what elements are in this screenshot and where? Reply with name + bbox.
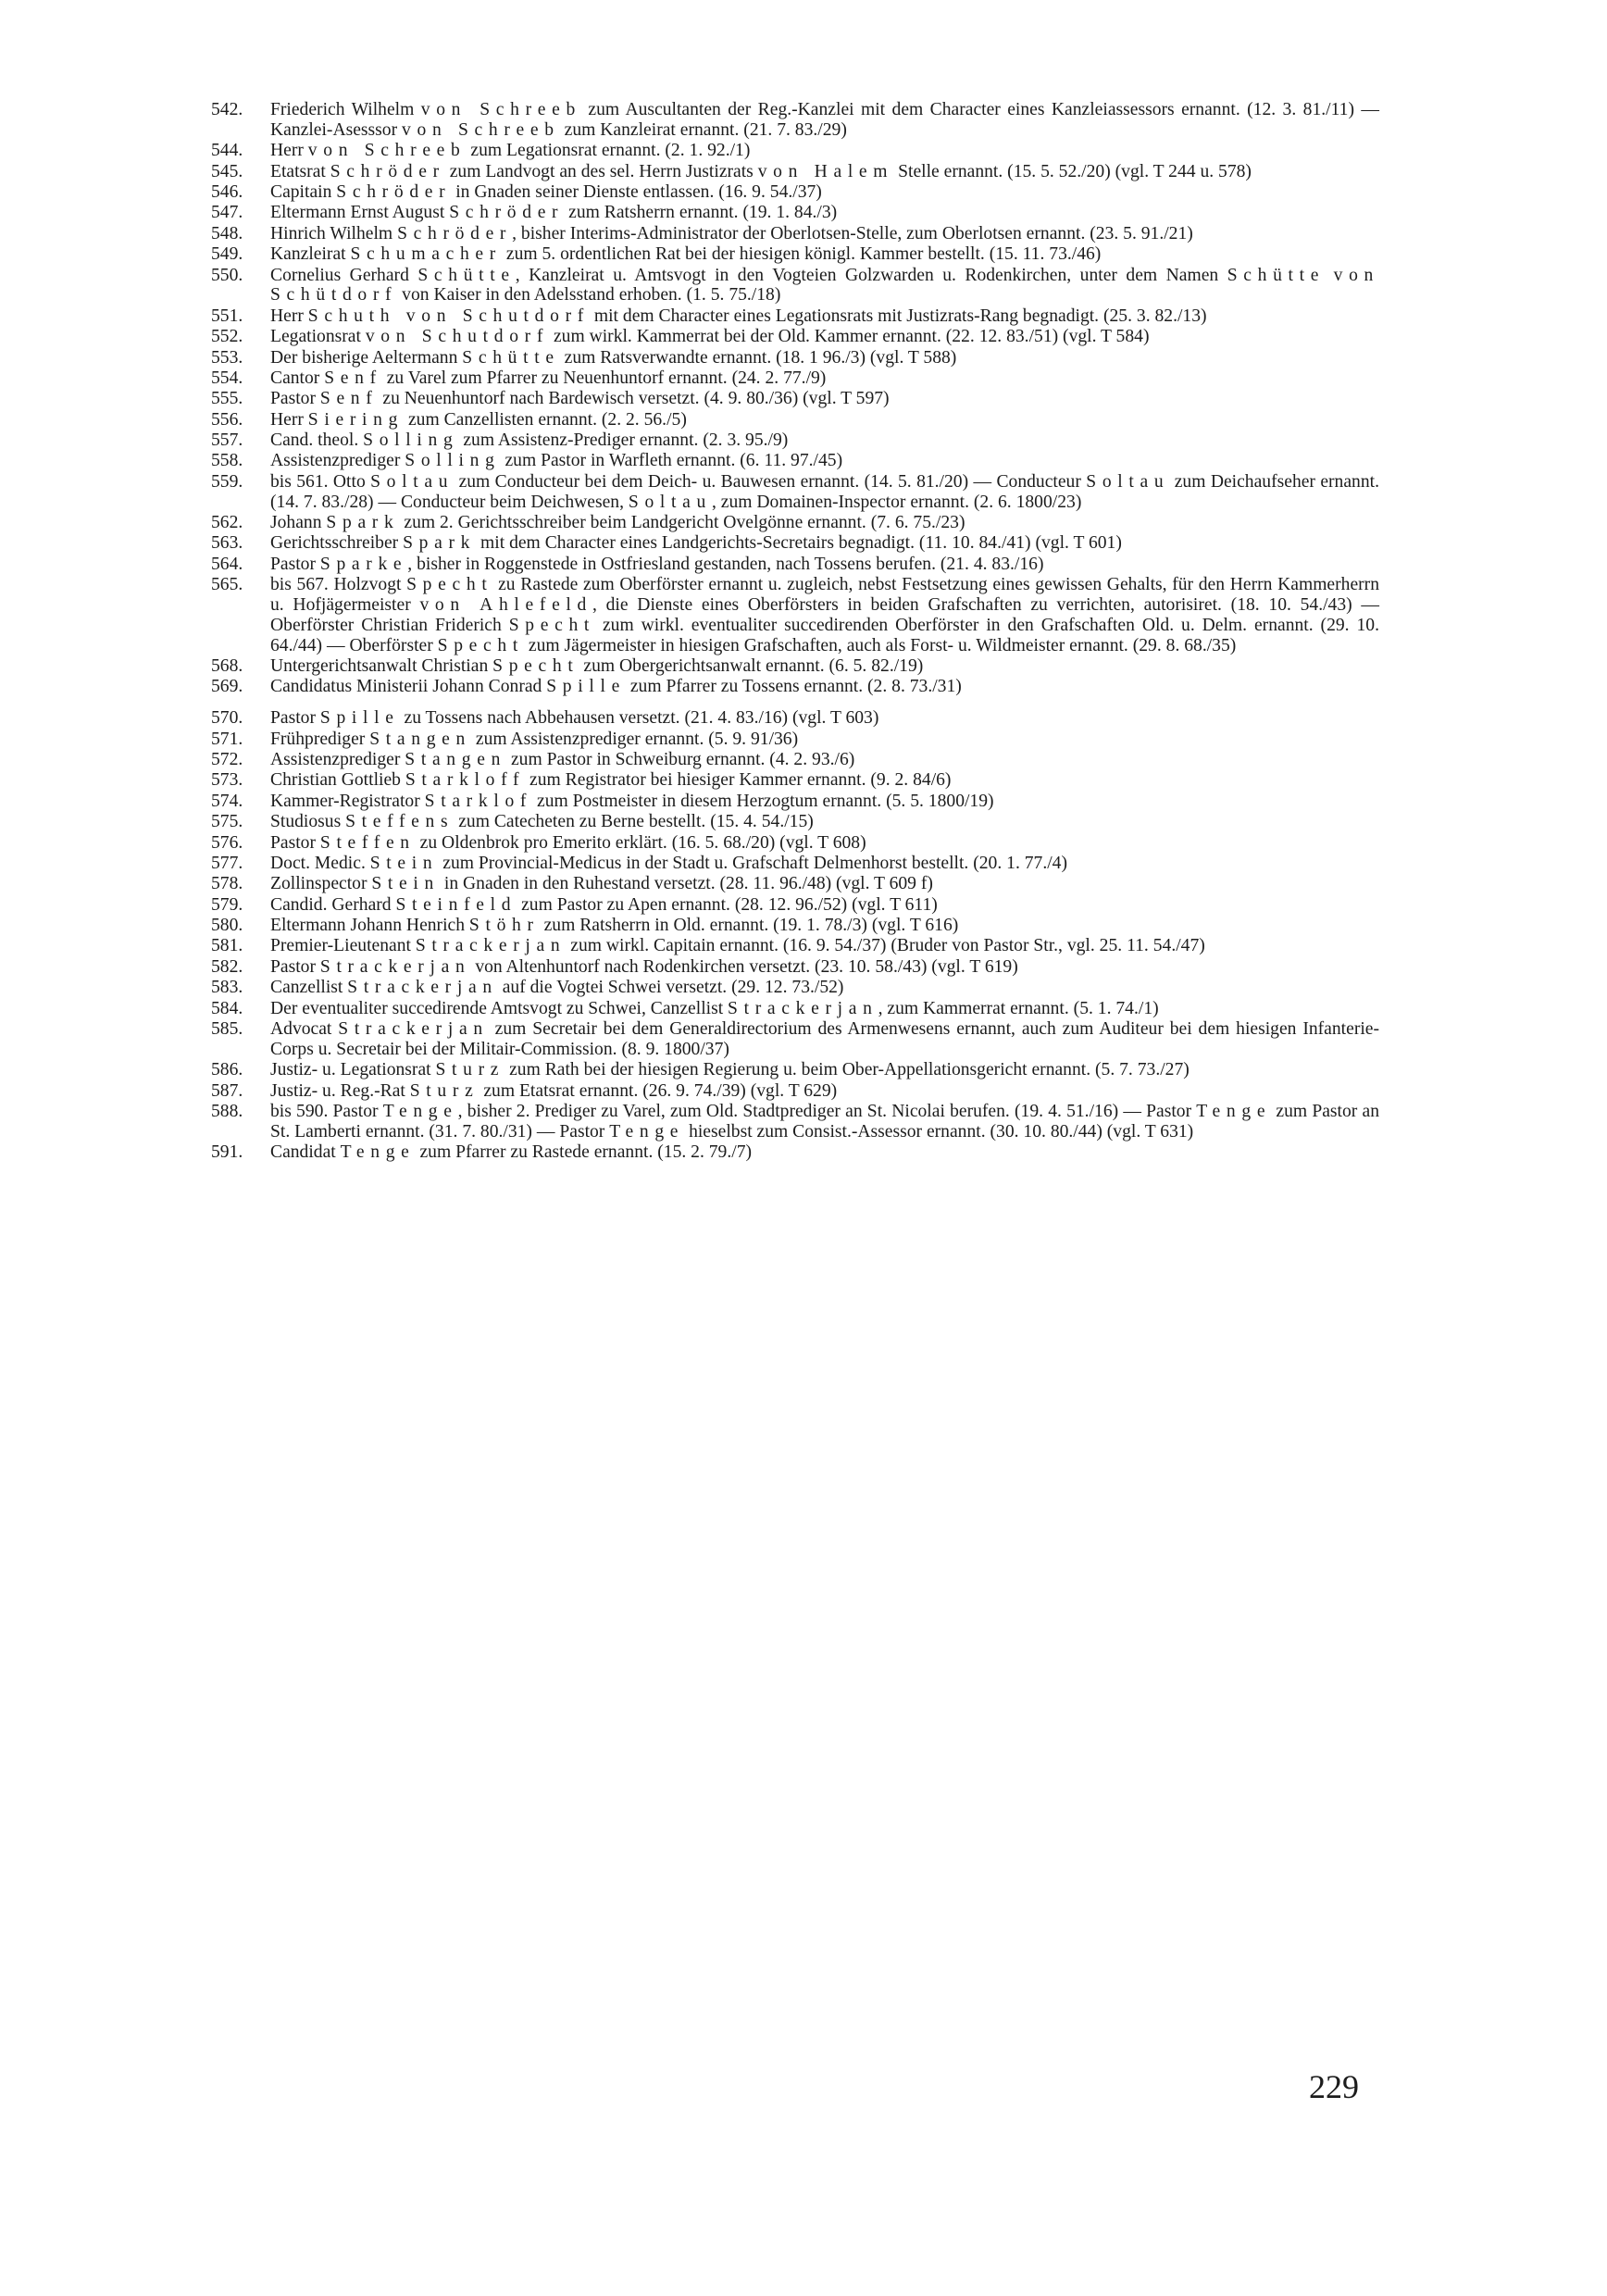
person-name: Schröder xyxy=(336,181,452,202)
person-name: Schröder xyxy=(449,203,565,223)
entry-number: 570. xyxy=(211,708,243,729)
entry-text: zu Rastede zum Oberförster ernannt u. zugleich, nebst Festsetzung eines gewissen Gehalts, für den Herrn Kammerherrn u. Hofjägermeister xyxy=(270,575,1379,615)
entry-551 xyxy=(211,306,1379,327)
entry-565 xyxy=(211,575,1379,655)
person-name: Schütte xyxy=(417,265,516,285)
entry-text: Kanzleirat xyxy=(270,244,351,265)
person-name: Specht xyxy=(406,575,493,595)
entry-text: zum Secretair bei dem Generaldirectorium des Armenwesens ernannt, auch zum Auditeur bei dem hiesigen Infanterie-Corps u. Secretair bei der Militair-Commission. (8. 9. 1800/37) xyxy=(270,1019,1380,1059)
entry-number: 573. xyxy=(211,770,243,791)
person-name: Soltau xyxy=(1086,471,1170,492)
entry-number: 579. xyxy=(211,894,243,915)
entry-text: , die Dienste eines Oberförsters in beiden Grafschaften zu verrichten, autorisiret. (18. 10. 54./43) — Oberförster Christian Friderich xyxy=(270,595,1379,635)
entry-number: 588. xyxy=(211,1102,243,1121)
entry-text: Frühprediger xyxy=(270,729,370,749)
entry-591 xyxy=(211,1142,1379,1163)
entry-584 xyxy=(211,999,1379,1019)
person-name: Schütte xyxy=(1227,265,1326,285)
entry-text: bis 590. Pastor xyxy=(270,1102,383,1121)
entry-number: 552. xyxy=(211,327,243,347)
entry-578 xyxy=(211,874,1379,894)
entry-text: Justiz- u. Reg.-Rat xyxy=(270,1080,410,1101)
entry-573 xyxy=(211,770,1379,791)
entry-text: Justiz- u. Legationsrat xyxy=(270,1060,436,1080)
person-name: Solling xyxy=(363,430,459,451)
entry-580 xyxy=(211,916,1379,936)
entry-text: Herr xyxy=(270,306,308,326)
entry-text: zum Pastor zu Apen ernannt. (28. 12. 96./52) (vgl. T 611) xyxy=(517,894,938,915)
entry-text: Der bisherige Aeltermann xyxy=(270,347,463,368)
entry-text: zum wirkl. eventualiter succedirenden Oberförster in den Grafschaften Old. u. Delm. ernannt. (29. 10. 64./44) — Oberförster xyxy=(270,615,1379,655)
entry-number: 578. xyxy=(211,874,243,894)
entry-text: von Altenhuntorf nach Rodenkirchen versetzt. (23. 10. 58./43) (vgl. T 619) xyxy=(470,956,1018,977)
entry-number: 554. xyxy=(211,368,243,388)
entry-text: Cand. theol. xyxy=(270,430,364,451)
entry-548 xyxy=(211,224,1379,244)
person-name: Starklof xyxy=(424,791,533,811)
entry-558 xyxy=(211,451,1379,471)
entry-text: zum Ratsherrn ernannt. (19. 1. 84./3) xyxy=(564,203,838,223)
person-name: Strackerjan xyxy=(415,936,567,956)
entry-text: zum Legationsrat ernannt. (2. 1. 92./1) xyxy=(466,141,751,161)
entry-number: 557. xyxy=(211,430,243,451)
entry-570 xyxy=(211,708,1379,729)
entry-text: Etatsrat xyxy=(270,161,330,181)
person-name: Stangen xyxy=(405,749,507,769)
person-name: Specht xyxy=(437,635,524,655)
entry-574 xyxy=(211,792,1379,812)
entry-number: 580. xyxy=(211,916,243,936)
entry-number: 575. xyxy=(211,812,243,832)
entry-text: zu Neuenhuntorf nach Bardewisch versetzt. (4. 9. 80./36) (vgl. T 597) xyxy=(378,389,890,409)
entry-number: 556. xyxy=(211,409,243,430)
entry-text: Pastor xyxy=(270,554,320,574)
entry-text: Candidat xyxy=(270,1142,341,1163)
entry-text: von Kaiser in den Adelsstand erhoben. (1. 5. 75./18) xyxy=(397,285,781,306)
entry-text: zum Canzellisten ernannt. (2. 2. 56./5) xyxy=(404,409,687,430)
entry-number: 551. xyxy=(211,306,243,326)
person-name: Sturz xyxy=(435,1060,505,1080)
entry-number: 587. xyxy=(211,1080,243,1101)
entry-text: Candidatus Ministerii Johann Conrad xyxy=(270,677,547,697)
person-name: Steinfeld xyxy=(395,894,517,915)
entry-number: 546. xyxy=(211,181,243,202)
entry-571 xyxy=(211,730,1379,750)
entry-text: zum Kanzleirat ernannt. (21. 7. 83./29) xyxy=(559,119,847,140)
entry-number: 565. xyxy=(211,575,243,595)
entry-text: zum Jägermeister in hiesigen Grafschaften, auch als Forst- u. Wildmeister ernannt. (29. 8. 68./35) xyxy=(523,635,1237,655)
entry-text: , zum Kammerrat ernannt. (5. 1. 74./1) xyxy=(878,998,1159,1018)
entry-text: Cantor xyxy=(270,368,325,388)
entry-text: mit dem Character eines Landgerichts-Secretairs begnadigt. (11. 10. 84./41) (vgl. T 601) xyxy=(476,533,1122,554)
entry-text: Pastor xyxy=(270,832,320,853)
entry-text: Pastor xyxy=(270,956,320,977)
entry-585 xyxy=(211,1019,1379,1060)
page-number: 229 xyxy=(1309,2068,1359,2105)
entry-number: 550. xyxy=(211,265,243,285)
entry-text: zum Auscultanten der Reg.-Kanzlei mit dem Character eines Kanzleiassessors ernannt. (12. 3. 81./11) — Kanzlei-Asesssor xyxy=(270,100,1379,140)
entry-text: Der eventualiter succedirende Amtsvogt zu Schwei, Canzellist xyxy=(270,998,729,1018)
entry-text: Capitain xyxy=(270,181,337,202)
person-name: Solling xyxy=(405,451,501,471)
entry-562 xyxy=(211,513,1379,533)
entry-text: Pastor xyxy=(270,389,320,409)
person-name: Stein xyxy=(369,853,439,873)
person-name: Specht xyxy=(492,655,579,676)
entry-text: Hinrich Wilhelm xyxy=(270,223,398,243)
entry-542 xyxy=(211,100,1379,141)
entry-number: 545. xyxy=(211,161,243,181)
entry-number: 564. xyxy=(211,554,243,574)
entry-text: Assistenzprediger xyxy=(270,451,405,471)
entry-text xyxy=(1325,266,1333,285)
entry-text: hieselbst zum Consist.-Assessor ernannt. (30. 10. 80./44) (vgl. T 631) xyxy=(684,1121,1194,1142)
person-name: Schuth von Schutdorf xyxy=(307,306,590,326)
person-name: Stangen xyxy=(369,729,471,749)
person-name: Spille xyxy=(546,677,626,697)
person-name: Siering xyxy=(307,409,405,430)
entry-text: zum Obergerichtsanwalt ernannt. (6. 5. 82./19) xyxy=(579,655,924,676)
person-name: Stöhr xyxy=(468,916,540,936)
entry-text: Assistenzprediger xyxy=(270,749,405,769)
person-name: Spark xyxy=(403,533,477,554)
entry-number: 562. xyxy=(211,513,243,533)
entry-number: 544. xyxy=(211,141,243,161)
entry-list xyxy=(211,100,1379,1164)
entry-text: zum Ratsherrn in Old. ernannt. (19. 1. 78./3) (vgl. T 616) xyxy=(539,916,959,936)
entry-number: 585. xyxy=(211,1019,243,1040)
person-name: Spark xyxy=(326,513,400,533)
entry-583 xyxy=(211,978,1379,998)
entry-text: zum Ratsverwandte ernannt. (18. 1 96./3) (vgl. T 588) xyxy=(559,347,957,368)
entry-572 xyxy=(211,750,1379,770)
entry-text: Gerichtsschreiber xyxy=(270,533,404,554)
entry-text: zum Landvogt an des sel. Herrn Justizrats xyxy=(444,161,758,181)
person-name: Schütte xyxy=(462,347,560,368)
person-name: Schröder xyxy=(330,161,445,181)
person-name: Strackerjan xyxy=(347,978,498,998)
entry-number: 558. xyxy=(211,451,243,471)
entry-text: Doct. Medic. xyxy=(270,853,370,873)
entry-text: zum Conducteur bei dem Deich- u. Bauwesen ernannt. (14. 5. 81./20) — Conducteur xyxy=(454,471,1087,492)
entry-text: , bisher in Roggenstede in Ostfriesland gestanden, nach Tossens berufen. (21. 4. 83./16) xyxy=(407,554,1044,574)
entry-number: 576. xyxy=(211,832,243,853)
entry-text: Advocat xyxy=(270,1019,339,1040)
person-name: Spille xyxy=(319,708,400,729)
entry-text: zum Pfarrer zu Rastede ernannt. (15. 2. 79./7) xyxy=(415,1142,753,1163)
entry-number: 571. xyxy=(211,729,243,749)
entry-text: , zum Domainen-Inspector ernannt. (2. 6. 1800/23) xyxy=(711,492,1082,512)
entry-text: zum Pastor an St. Lamberti ernannt. (31. 7. 80./31) — Pastor xyxy=(270,1102,1379,1142)
entry-text: Kammer-Registrator xyxy=(270,791,425,811)
entry-text: , bisher Interims-Administrator der Oberlotsen-Stelle, zum Oberlotsen ernannt. (23. 5. 91./21) xyxy=(512,223,1193,243)
entry-text: zum Assistenz-Prediger ernannt. (2. 3. 95./9) xyxy=(458,430,789,451)
entry-number: 549. xyxy=(211,244,243,265)
entry-text: zum Pastor in Schweiburg ernannt. (4. 2. 93./6) xyxy=(506,749,855,769)
entry-text: auf die Vogtei Schwei versetzt. (29. 12. 73./52) xyxy=(497,978,844,998)
entry-554 xyxy=(211,368,1379,389)
person-name: Senf xyxy=(319,389,379,409)
entry-text: zu Tossens nach Abbehausen versetzt. (21. 4. 83./16) (vgl. T 603) xyxy=(399,708,879,729)
entry-text: Premier-Lieutenant xyxy=(270,936,416,956)
entry-575 xyxy=(211,812,1379,832)
entry-568 xyxy=(211,656,1379,677)
entry-number: 584. xyxy=(211,998,243,1018)
entry-text: zum wirkl. Kammerrat bei der Old. Kammer ernannt. (22. 12. 83./51) (vgl. T 584) xyxy=(549,327,1150,347)
entry-text: Johann xyxy=(270,513,327,533)
entry-number: 574. xyxy=(211,791,243,811)
entry-number: 555. xyxy=(211,389,243,409)
entry-text: in Gnaden in den Ruhestand versetzt. (28. 11. 96./48) (vgl. T 609 f) xyxy=(439,874,933,894)
entry-569 xyxy=(211,677,1379,697)
person-name: Strackerjan xyxy=(319,956,471,977)
entry-text: zum Deichaufseher ernannt. (14. 7. 83./28) — Conducteur beim Deichwesen, xyxy=(270,471,1379,512)
entry-557 xyxy=(211,430,1379,451)
entry-text: Untergerichtsanwalt Christian xyxy=(270,655,493,676)
entry-number: 548. xyxy=(211,223,243,243)
entry-text: Cornelius Gerhard xyxy=(270,265,418,285)
entry-text: , Kanzleirat u. Amtsvogt in den Vogteien Golzwarden u. Rodenkirchen, unter dem Namen xyxy=(515,265,1227,285)
entry-text: Eltermann Ernst August xyxy=(270,203,450,223)
entry-text: zu Oldenbrok pro Emerito erklärt. (16. 5. 68./20) (vgl. T 608) xyxy=(415,832,866,853)
entry-number: 569. xyxy=(211,677,243,697)
entry-text: bis 567. Holzvogt xyxy=(270,575,407,595)
entry-588 xyxy=(211,1102,1379,1142)
entry-number: 583. xyxy=(211,978,243,998)
entry-number: 563. xyxy=(211,533,243,554)
entry-text: Legationsrat xyxy=(270,327,366,347)
entry-582 xyxy=(211,957,1379,978)
entry-547 xyxy=(211,203,1379,223)
entry-text: Canzellist xyxy=(270,978,348,998)
person-name: Sparke xyxy=(319,554,408,574)
entry-number: 572. xyxy=(211,749,243,769)
person-name: Tenge xyxy=(1196,1102,1272,1121)
person-name: Soltau xyxy=(628,492,712,512)
entry-text: Zollinspector xyxy=(270,874,372,894)
entry-549 xyxy=(211,244,1379,265)
entry-544 xyxy=(211,141,1379,161)
entry-number: 559. xyxy=(211,471,243,492)
entry-text: zum Assistenzprediger ernannt. (5. 9. 91/36) xyxy=(470,729,799,749)
entry-text: Eltermann Johann Henrich xyxy=(270,916,469,936)
person-name: Tenge xyxy=(382,1102,458,1121)
entry-text: zum 5. ordentlichen Rat bei der hiesigen königl. Kammer bestellt. (15. 11. 73./46) xyxy=(501,244,1102,265)
entry-number: 591. xyxy=(211,1142,243,1163)
entry-553 xyxy=(211,348,1379,368)
entry-556 xyxy=(211,410,1379,430)
entry-555 xyxy=(211,389,1379,409)
entry-text: zum Postmeister in diesem Herzogtum ernannt. (5. 5. 1800/19) xyxy=(532,791,994,811)
person-name: von Ahlefeld xyxy=(419,595,593,615)
entry-text: Candid. Gerhard xyxy=(270,894,396,915)
entry-text: Studiosus xyxy=(270,812,346,832)
entry-number: 577. xyxy=(211,853,243,873)
entry-text: in Gnaden seiner Dienste entlassen. (16. 9. 54./37) xyxy=(451,181,822,202)
person-name: Sturz xyxy=(409,1080,480,1101)
person-name: von Schreeb xyxy=(402,119,560,140)
person-name: Steffen xyxy=(319,832,416,853)
entry-text: Christian Gottlieb xyxy=(270,770,405,791)
entry-text: zum Catecheten zu Berne bestellt. (15. 4. 54./15) xyxy=(454,812,814,832)
entry-number: 581. xyxy=(211,936,243,956)
entry-number: 582. xyxy=(211,956,243,977)
entry-text: zum 2. Gerichtsschreiber beim Landgericht Ovelgönne ernannt. (7. 6. 75./23) xyxy=(399,513,965,533)
person-name: von Schreeb xyxy=(307,141,467,161)
entry-number: 542. xyxy=(211,100,243,119)
person-name: Soltau xyxy=(370,471,455,492)
entry-text: zum wirkl. Capitain ernannt. (16. 9. 54./37) (Bruder von Pastor Str., vgl. 25. 11. 54./47) xyxy=(566,936,1205,956)
entry-text: zum Etatsrat ernannt. (26. 9. 74./39) (vgl. T 629) xyxy=(479,1080,838,1101)
person-name: Tenge xyxy=(340,1142,416,1163)
entry-text: zum Registrator bei hiesiger Kammer ernannt. (9. 2. 84/6) xyxy=(525,770,952,791)
entry-text: zum Rath bei der hiesigen Regierung u. beim Ober-Appellationsgericht ernannt. (5. 7. 73./27) xyxy=(505,1060,1190,1080)
entry-559 xyxy=(211,472,1379,513)
entry-550 xyxy=(211,266,1379,306)
entry-564 xyxy=(211,555,1379,575)
entry-587 xyxy=(211,1081,1379,1102)
entry-text: zum Provincial-Medicus in der Stadt u. Grafschaft Delmenhorst bestellt. (20. 1. 77./4) xyxy=(438,853,1067,873)
entry-number: 568. xyxy=(211,655,243,676)
entry-text: zu Varel zum Pfarrer zu Neuenhuntorf ernannt. (24. 2. 77./9) xyxy=(381,368,827,388)
person-name: Tenge xyxy=(609,1121,685,1142)
entry-text: Herr xyxy=(270,141,308,161)
entry-text: mit dem Character eines Legationsrats mit Justizrats-Rang begnadigt. (25. 3. 82./13) xyxy=(589,306,1207,326)
entry-text: Herr xyxy=(270,409,308,430)
person-name: Schumacher xyxy=(350,244,502,265)
person-name: Starkloff xyxy=(405,770,526,791)
entry-text: Stelle ernannt. (15. 5. 52./20) (vgl. T 244 u. 578) xyxy=(893,161,1252,181)
entry-546 xyxy=(211,182,1379,203)
person-name: von Schreeb xyxy=(420,100,581,119)
person-name: Stein xyxy=(371,874,440,894)
entry-number: 586. xyxy=(211,1060,243,1080)
entry-text: Friederich Wilhelm xyxy=(270,100,421,119)
entry-text: zum Pastor in Warfleth ernannt. (6. 11. 97./45) xyxy=(500,451,843,471)
person-name: Strackerjan xyxy=(728,998,878,1018)
entry-text: zum Pfarrer zu Tossens ernannt. (2. 8. 73./31) xyxy=(625,677,962,697)
entry-number: 553. xyxy=(211,347,243,368)
entry-579 xyxy=(211,895,1379,916)
entry-586 xyxy=(211,1060,1379,1080)
person-name: von Schütdorf xyxy=(270,265,1379,306)
entry-text: Pastor xyxy=(270,708,320,729)
entry-545 xyxy=(211,162,1379,182)
person-name: Strackerjan xyxy=(338,1019,489,1040)
entry-581 xyxy=(211,936,1379,956)
person-name: von Schutdorf xyxy=(365,327,550,347)
entry-563 xyxy=(211,533,1379,554)
person-name: Specht xyxy=(508,615,596,635)
entry-text: , bisher 2. Prediger zu Varel, zum Old. Stadtprediger an St. Nicolai berufen. (19. 4. 51./16) — Pastor xyxy=(457,1102,1197,1121)
person-name: Senf xyxy=(324,368,382,388)
entry-577 xyxy=(211,854,1379,874)
entry-576 xyxy=(211,833,1379,854)
person-name: Steffens xyxy=(345,812,455,832)
person-name: von Halem xyxy=(757,161,894,181)
entry-number: 547. xyxy=(211,203,243,223)
entry-text: bis 561. Otto xyxy=(270,471,371,492)
entry-552 xyxy=(211,327,1379,347)
person-name: Schröder xyxy=(397,223,513,243)
